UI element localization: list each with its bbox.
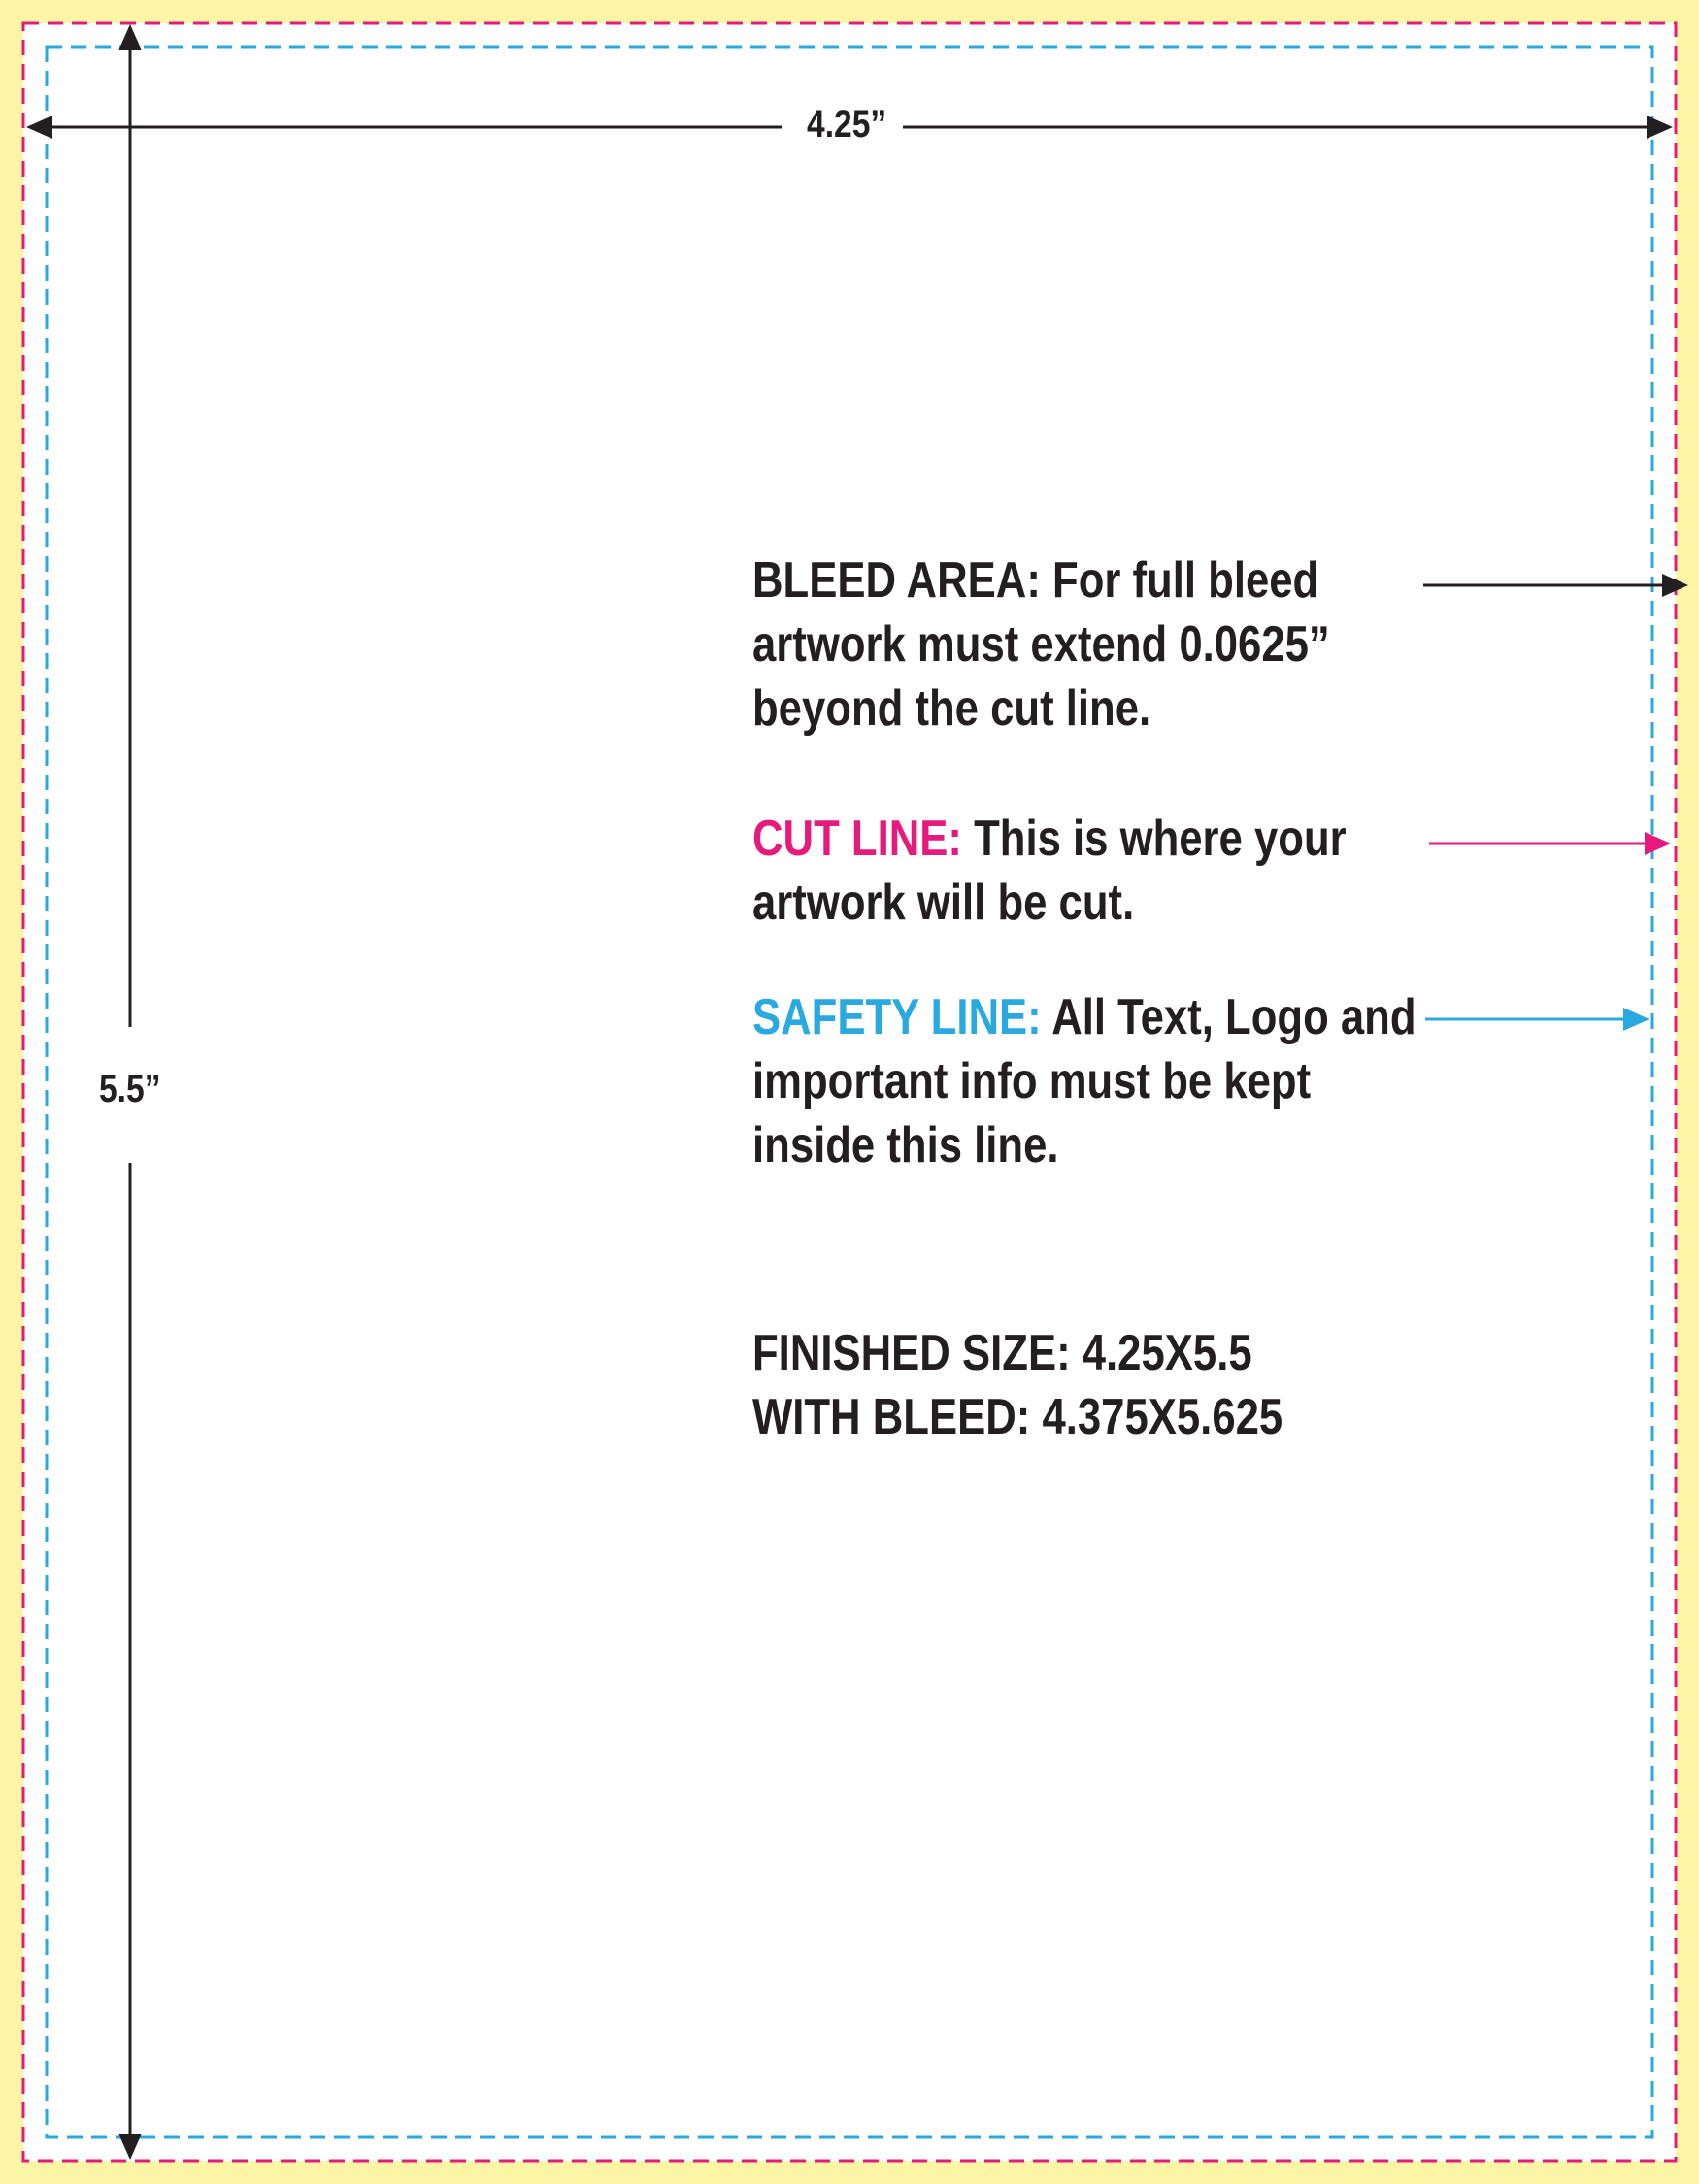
finished-size: FINISHED SIZE: 4.25X5.5	[752, 1325, 1252, 1381]
bleed-label: BLEED AREA:	[752, 552, 1041, 609]
height-label: 5.5”	[99, 1064, 161, 1115]
with-bleed-size: WITH BLEED: 4.375X5.625	[752, 1389, 1283, 1445]
size-info	[752, 1321, 1283, 1449]
cut-text-line: This is where your	[974, 811, 1347, 867]
width-label: 4.25”	[802, 103, 891, 147]
safety-text-line: important info must be kept	[752, 1053, 1312, 1109]
cut-description	[752, 807, 1347, 935]
safety-text-line: inside this line.	[752, 1117, 1059, 1174]
safety-text-line: All Text, Logo and	[1051, 989, 1416, 1045]
bleed-description	[752, 548, 1330, 741]
bleed-text-line: For full bleed	[1052, 552, 1319, 609]
cut-label: CUT LINE:	[752, 811, 962, 867]
bleed-text-line: beyond the cut line.	[752, 680, 1151, 737]
cut-text-line: artwork will be cut.	[752, 875, 1135, 931]
safety-label: SAFETY LINE:	[752, 989, 1042, 1045]
bleed-text-line: artwork must extend 0.0625”	[752, 616, 1330, 673]
safety-description	[752, 985, 1416, 1177]
